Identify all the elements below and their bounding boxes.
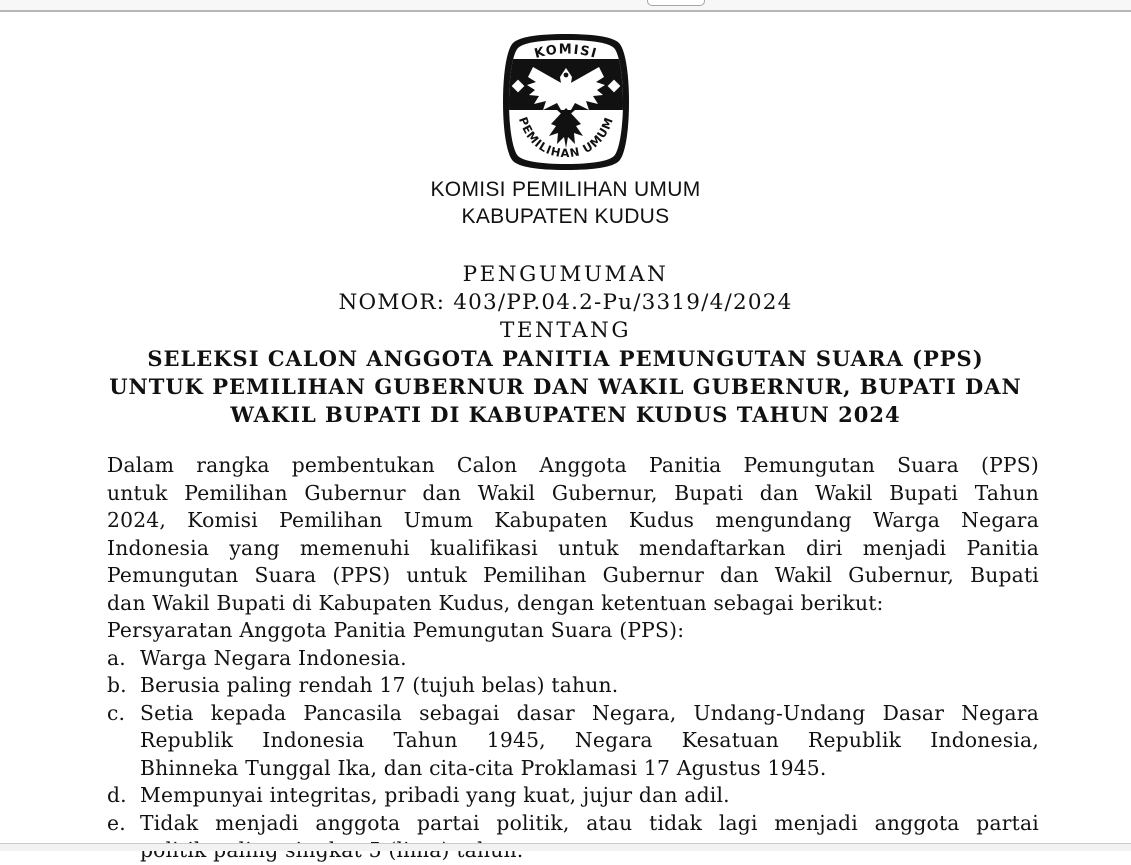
announcement-number: NOMOR: 403/PP.04.2-Pu/3319/4/2024 (338, 290, 793, 315)
list-marker: c. (107, 700, 126, 725)
requirement-line: Berusia paling rendah 17 (tujuh belas) tahun. (140, 673, 619, 697)
requirement-line: Mempunyai integritas, pribadi yang kuat, jujur dan adil. (140, 783, 730, 807)
requirement-line: Setia kepada Pancasila sebagai dasar Negara, Undang-Undang Dasar Negara (140, 700, 1039, 725)
org-name-line1: KOMISI PEMILIHAN UMUM (430, 178, 701, 201)
paragraph-line: 2024, Komisi Pemilihan Umum Kabupaten Kudus mengundang Warga Negara (107, 508, 1039, 532)
requirement-item-c (107, 700, 1039, 783)
paragraph-line: Dalam rangka pembentukan Calon Anggota Panitia Pemungutan Suara (PPS) (107, 453, 1039, 477)
requirement-line: Bhinneka Tunggal Ika, dan cita-cita Proklamasi 17 Agustus 1945. (140, 755, 827, 780)
partial-scroll-button[interactable] (647, 0, 705, 6)
announcement-subject-line1: SELEKSI CALON ANGGOTA PANITIA PEMUNGUTAN SUARA (PPS) (147, 346, 984, 371)
announcement-subject-line3: WAKIL BUPATI DI KABUPATEN KUDUS TAHUN 2024 (230, 402, 901, 427)
svg-text:PEMILIHAN UMUM: PEMILIHAN UMUM (515, 114, 616, 161)
announcement-subject-line2: UNTUK PEMILIHAN GUBERNUR DAN WAKIL GUBERNUR, BUPATI DAN (109, 374, 1022, 399)
list-marker: d. (107, 783, 127, 807)
paragraph-line: dan Wakil Bupati di Kabupaten Kudus, dengan ketentuan sebagai berikut: (107, 590, 884, 615)
paragraph-line: Indonesia yang memenuhi kualifikasi untuk mendaftarkan diri menjadi Panitia (107, 535, 1039, 560)
list-marker: b. (107, 673, 127, 697)
requirement-item-e (107, 810, 1039, 865)
intro-paragraph (107, 452, 1039, 645)
kpu-logo-icon (501, 32, 631, 172)
requirement-line: Warga Negara Indonesia. (140, 645, 407, 670)
kpu-logo (501, 32, 631, 172)
requirement-item-a (107, 645, 1039, 673)
announcement-body (107, 452, 1039, 865)
svg-text:KOMISI: KOMISI (532, 42, 599, 62)
paragraph-line: untuk Pemilihan Gubernur dan Wakil Gubernur, Bupati dan Wakil Bupati Tahun (107, 480, 1039, 505)
list-marker: e. (107, 810, 126, 835)
requirement-item-d (107, 782, 1039, 810)
browser-top-strip (0, 0, 1131, 12)
requirement-line: Republik Indonesia Tahun 1945, Negara Kesatuan Republik Indonesia, (140, 728, 1039, 752)
org-name-line2: KABUPATEN KUDUS (461, 205, 670, 228)
requirements-intro: Persyaratan Anggota Panitia Pemungutan Suara (PPS): (107, 618, 685, 642)
announcement-heading: PENGUMUMAN (462, 262, 669, 287)
paragraph-line: Pemungutan Suara (PPS) untuk Pemilihan Gubernur dan Wakil Gubernur, Bupati (107, 563, 1039, 587)
requirement-item-b (107, 672, 1039, 700)
list-marker: a. (107, 645, 126, 670)
announcement-about: TENTANG (499, 318, 632, 343)
scanned-announcement-document (0, 12, 1131, 843)
browser-bottom-strip (0, 843, 1131, 851)
requirement-line: Tidak menjadi anggota partai politik, atau tidak lagi menjadi anggota partai (140, 810, 1039, 835)
